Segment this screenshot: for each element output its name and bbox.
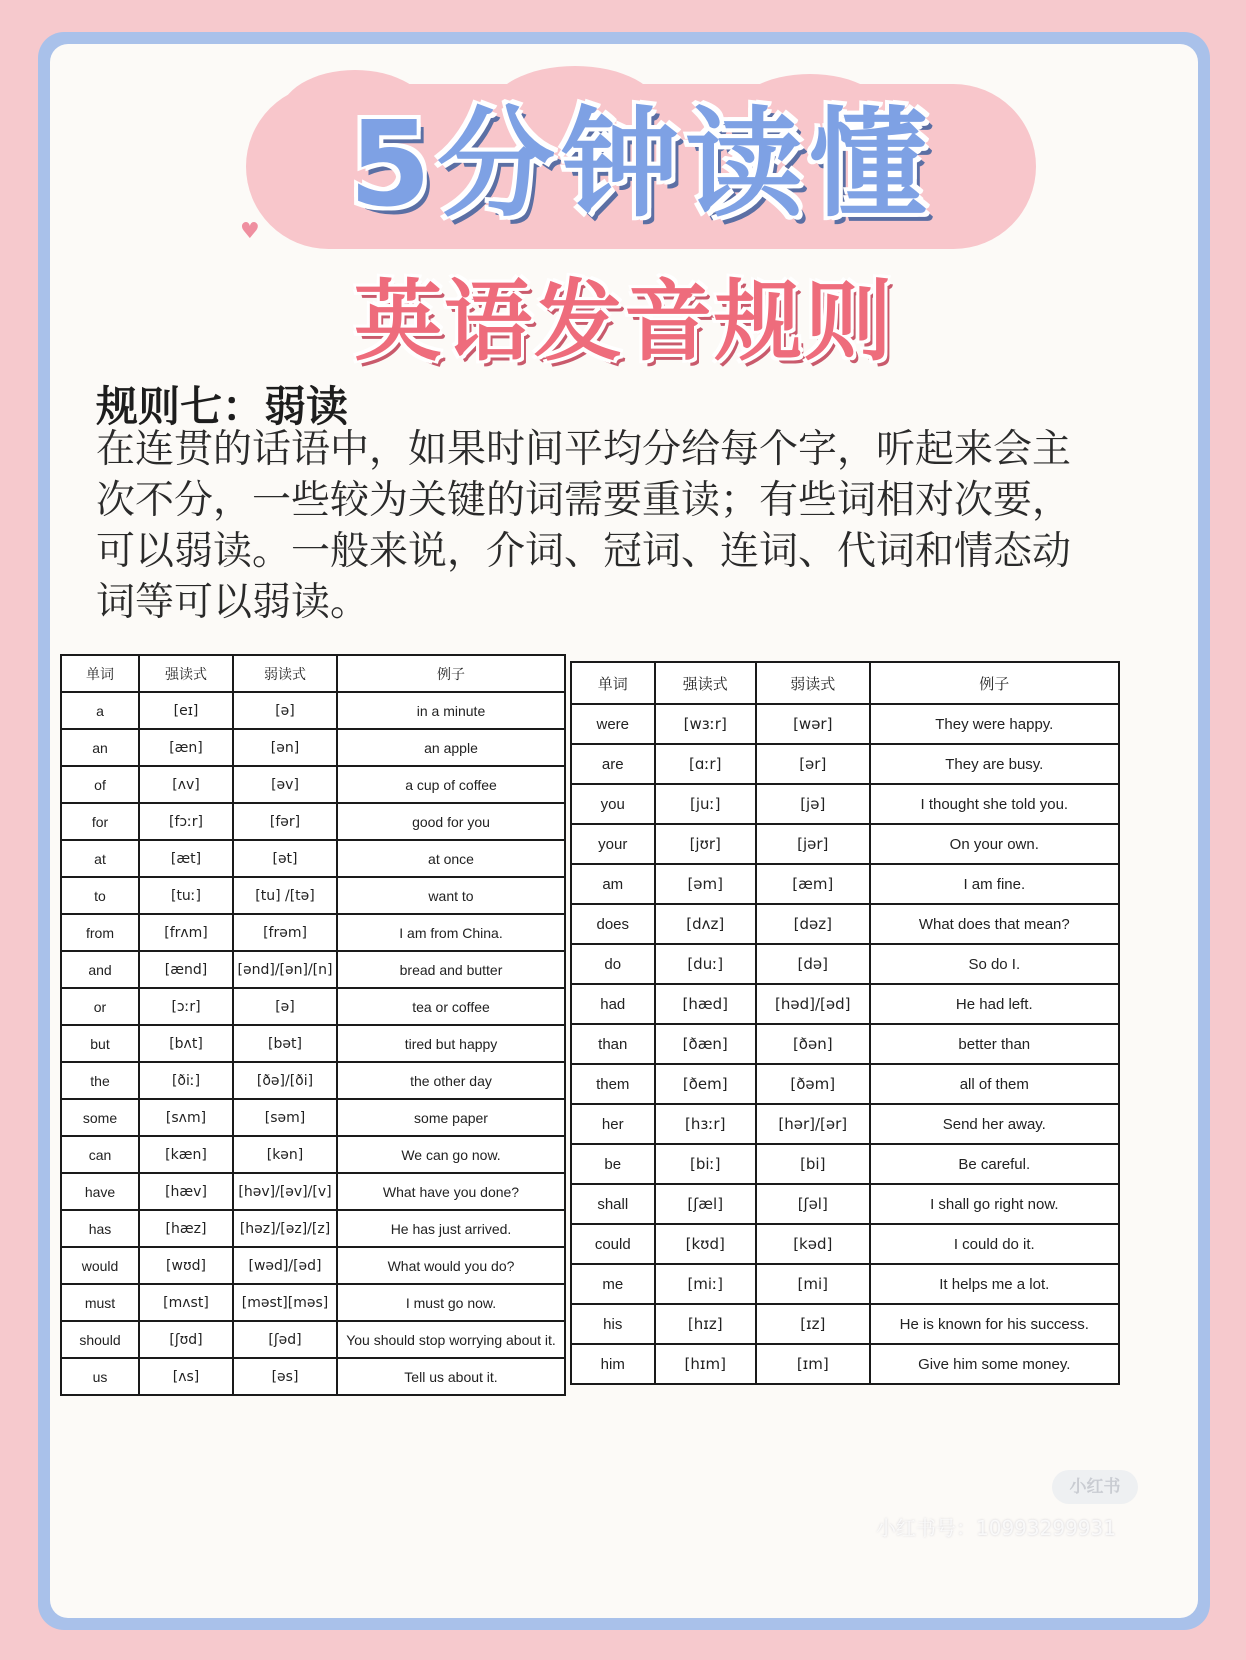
cell-word: or [61, 988, 139, 1025]
cell-strong-form: [bʌt] [139, 1025, 233, 1062]
cell-strong-form: [miː] [655, 1264, 756, 1304]
table-row [571, 784, 1119, 824]
column-header-weak: 弱读式 [756, 662, 870, 704]
cell-strong-form: [hæv] [139, 1173, 233, 1210]
cell-word: for [61, 803, 139, 840]
cell-word: had [571, 984, 655, 1024]
table-row [61, 1099, 565, 1136]
table-row [61, 729, 565, 766]
table-row [571, 1024, 1119, 1064]
watermark-text: 小红书号：10993299931 [876, 1516, 1116, 1540]
cell-word: am [571, 864, 655, 904]
table-header-row [61, 655, 565, 692]
cell-strong-form: [ʃæl] [655, 1184, 756, 1224]
cell-word: us [61, 1358, 139, 1395]
column-header-strong: 强读式 [655, 662, 756, 704]
column-header-weak: 弱读式 [233, 655, 337, 692]
cell-strong-form: [ðem] [655, 1064, 756, 1104]
cell-weak-form: [ɪz] [756, 1304, 870, 1344]
cell-strong-form: [hæd] [655, 984, 756, 1024]
cell-word: shall [571, 1184, 655, 1224]
rule-title: 规则七：弱读 [96, 382, 349, 431]
cell-word: of [61, 766, 139, 803]
cell-weak-form: [hər]/[ər] [756, 1104, 870, 1144]
table-row [61, 803, 565, 840]
cell-word: must [61, 1284, 139, 1321]
cell-example: He is known for his success. [870, 1304, 1119, 1344]
table-row [61, 914, 565, 951]
page-frame [38, 32, 1210, 1630]
table-row [571, 1304, 1119, 1344]
cell-strong-form: [kæn] [139, 1136, 233, 1173]
table-row [61, 766, 565, 803]
cell-strong-form: [wɜːr] [655, 704, 756, 744]
cell-weak-form: [jər] [756, 824, 870, 864]
cell-weak-form: [əv] [233, 766, 337, 803]
cell-example: I must go now. [337, 1284, 565, 1321]
cell-weak-form: [ðə]/[ði] [233, 1062, 337, 1099]
table-row [61, 988, 565, 1025]
cell-word: can [61, 1136, 139, 1173]
weak-form-table-left [60, 654, 566, 1396]
cell-weak-form: [səm] [233, 1099, 337, 1136]
column-header-word: 单词 [571, 662, 655, 704]
cell-word: your [571, 824, 655, 864]
table-header-row [571, 662, 1119, 704]
table-row [61, 1247, 565, 1284]
cell-example: He has just arrived. [337, 1210, 565, 1247]
cell-weak-form: [ʃəl] [756, 1184, 870, 1224]
cell-weak-form: [kəd] [756, 1224, 870, 1264]
cell-strong-form: [hɪz] [655, 1304, 756, 1344]
table-row [571, 1144, 1119, 1184]
table-row [61, 951, 565, 988]
cell-example: good for you [337, 803, 565, 840]
table-row [571, 984, 1119, 1024]
column-header-word: 单词 [61, 655, 139, 692]
cell-example: in a minute [337, 692, 565, 729]
cell-word: have [61, 1173, 139, 1210]
cell-weak-form: [bi] [756, 1144, 870, 1184]
cell-weak-form: [ɪm] [756, 1344, 870, 1384]
cell-example: They were happy. [870, 704, 1119, 744]
cell-word: him [571, 1344, 655, 1384]
cell-weak-form: [bət] [233, 1025, 337, 1062]
cell-weak-form: [kən] [233, 1136, 337, 1173]
cell-strong-form: [ʃʊd] [139, 1321, 233, 1358]
table-row [571, 1184, 1119, 1224]
cell-weak-form: [tu] /[tə] [233, 877, 337, 914]
cell-example: Tell us about it. [337, 1358, 565, 1395]
page-title: 5分钟读懂 [348, 95, 934, 233]
watermark-logo: 小红书 [1052, 1470, 1138, 1504]
cell-weak-form: [fər] [233, 803, 337, 840]
cell-weak-form: [ʃəd] [233, 1321, 337, 1358]
cell-example: tired but happy [337, 1025, 565, 1062]
cell-example: an apple [337, 729, 565, 766]
table-row [61, 1284, 565, 1321]
cell-example: You should stop worrying about it. [337, 1321, 565, 1358]
rule-description: 在连贯的话语中，如果时间平均分给每个字，听起来会主次不分，一些较为关键的词需要重读；有些词相对次要，可以弱读。一般来说，介词、冠词、连词、代词和情态动词等可以弱读。 [96, 427, 1072, 625]
cell-weak-form: [həv]/[əv]/[v] [233, 1173, 337, 1210]
cell-example: It helps me a lot. [870, 1264, 1119, 1304]
cell-example: What have you done? [337, 1173, 565, 1210]
cell-word: an [61, 729, 139, 766]
cell-strong-form: [jʊr] [655, 824, 756, 864]
table-row [61, 1025, 565, 1062]
table-row [571, 1104, 1119, 1144]
cell-word: to [61, 877, 139, 914]
cell-word: were [571, 704, 655, 744]
cell-strong-form: [wʊd] [139, 1247, 233, 1284]
cell-weak-form: [wəd]/[əd] [233, 1247, 337, 1284]
cell-weak-form: [ən] [233, 729, 337, 766]
cell-word: some [61, 1099, 139, 1136]
table-row [571, 944, 1119, 984]
cell-weak-form: [ə] [233, 692, 337, 729]
cell-weak-form: [æm] [756, 864, 870, 904]
cell-strong-form: [ɔːr] [139, 988, 233, 1025]
cell-strong-form: [æn] [139, 729, 233, 766]
cell-weak-form: [ə] [233, 988, 337, 1025]
cell-strong-form: [mʌst] [139, 1284, 233, 1321]
cell-weak-form: [frəm] [233, 914, 337, 951]
cell-word: them [571, 1064, 655, 1104]
cell-strong-form: [ɑːr] [655, 744, 756, 784]
cell-example: better than [870, 1024, 1119, 1064]
cell-word: be [571, 1144, 655, 1184]
cell-word: would [61, 1247, 139, 1284]
cell-strong-form: [hæz] [139, 1210, 233, 1247]
cell-strong-form: [fɔːr] [139, 803, 233, 840]
cell-word: the [61, 1062, 139, 1099]
page-subtitle: 英语发音规则 [353, 270, 894, 373]
cell-word: his [571, 1304, 655, 1344]
cell-weak-form: [ər] [756, 744, 870, 784]
table-row [571, 904, 1119, 944]
table-row [61, 1210, 565, 1247]
cell-strong-form: [ænd] [139, 951, 233, 988]
cell-weak-form: [ət] [233, 840, 337, 877]
cell-weak-form: [məst][məs] [233, 1284, 337, 1321]
cell-example: Give him some money. [870, 1344, 1119, 1384]
cell-weak-form: [jə] [756, 784, 870, 824]
cell-word: are [571, 744, 655, 784]
cell-strong-form: [əm] [655, 864, 756, 904]
cell-strong-form: [hɪm] [655, 1344, 756, 1384]
cell-word: but [61, 1025, 139, 1062]
cell-word: you [571, 784, 655, 824]
cell-word: than [571, 1024, 655, 1064]
table-row [61, 1062, 565, 1099]
weak-form-table-right [570, 661, 1120, 1385]
table-row [571, 864, 1119, 904]
cell-strong-form: [frʌm] [139, 914, 233, 951]
table-row [61, 1321, 565, 1358]
cell-example: some paper [337, 1099, 565, 1136]
cell-example: They are busy. [870, 744, 1119, 784]
cell-word: should [61, 1321, 139, 1358]
cell-example: He had left. [870, 984, 1119, 1024]
cell-weak-form: [dəz] [756, 904, 870, 944]
cell-strong-form: [eɪ] [139, 692, 233, 729]
cell-strong-form: [ðæn] [655, 1024, 756, 1064]
cell-weak-form: [əs] [233, 1358, 337, 1395]
cell-word: from [61, 914, 139, 951]
cell-weak-form: [ðəm] [756, 1064, 870, 1104]
cell-strong-form: [juː] [655, 784, 756, 824]
table-row [571, 1264, 1119, 1304]
cell-word: at [61, 840, 139, 877]
table-row [571, 704, 1119, 744]
cell-word: and [61, 951, 139, 988]
table-row [571, 1344, 1119, 1384]
cell-example: I thought she told you. [870, 784, 1119, 824]
cell-word: does [571, 904, 655, 944]
cell-strong-form: [ʌv] [139, 766, 233, 803]
cell-strong-form: [æt] [139, 840, 233, 877]
cell-strong-form: [kʊd] [655, 1224, 756, 1264]
table-row [571, 824, 1119, 864]
cell-strong-form: [hɜːr] [655, 1104, 756, 1144]
cell-example: I shall go right now. [870, 1184, 1119, 1224]
cell-example: Send her away. [870, 1104, 1119, 1144]
cell-example: a cup of coffee [337, 766, 565, 803]
cell-weak-form: [wər] [756, 704, 870, 744]
cell-strong-form: [duː] [655, 944, 756, 984]
cell-example: On your own. [870, 824, 1119, 864]
table-row [61, 1173, 565, 1210]
cell-example: So do I. [870, 944, 1119, 984]
cell-weak-form: [həd]/[əd] [756, 984, 870, 1024]
cell-weak-form: [də] [756, 944, 870, 984]
table-row [61, 840, 565, 877]
cell-word: has [61, 1210, 139, 1247]
content-card [50, 44, 1198, 1618]
cell-weak-form: [ənd]/[ən]/[n] [233, 951, 337, 988]
table-row [571, 744, 1119, 784]
cell-weak-form: [ðən] [756, 1024, 870, 1064]
cell-strong-form: [ʌs] [139, 1358, 233, 1395]
table-row [61, 1136, 565, 1173]
table-row [61, 692, 565, 729]
cell-word: a [61, 692, 139, 729]
cell-example: the other day [337, 1062, 565, 1099]
cell-example: We can go now. [337, 1136, 565, 1173]
table-row [571, 1224, 1119, 1264]
cell-word: me [571, 1264, 655, 1304]
cell-word: do [571, 944, 655, 984]
cell-example: bread and butter [337, 951, 565, 988]
cell-example: all of them [870, 1064, 1119, 1104]
cell-example: tea or coffee [337, 988, 565, 1025]
cell-weak-form: [mi] [756, 1264, 870, 1304]
cell-example: I am from China. [337, 914, 565, 951]
cell-example: Be careful. [870, 1144, 1119, 1184]
cell-strong-form: [biː] [655, 1144, 756, 1184]
cell-strong-form: [ðiː] [139, 1062, 233, 1099]
heart-icon: ♥ [240, 219, 260, 244]
cell-weak-form: [həz]/[əz]/[z] [233, 1210, 337, 1247]
cell-strong-form: [dʌz] [655, 904, 756, 944]
cell-example: I am fine. [870, 864, 1119, 904]
cell-word: her [571, 1104, 655, 1144]
cell-strong-form: [sʌm] [139, 1099, 233, 1136]
cell-example: What does that mean? [870, 904, 1119, 944]
column-header-example: 例子 [870, 662, 1119, 704]
cell-example: What would you do? [337, 1247, 565, 1284]
table-row [61, 1358, 565, 1395]
cell-example: at once [337, 840, 565, 877]
table-row [61, 877, 565, 914]
column-header-strong: 强读式 [139, 655, 233, 692]
column-header-example: 例子 [337, 655, 565, 692]
cell-word: could [571, 1224, 655, 1264]
cell-example: want to [337, 877, 565, 914]
cell-example: I could do it. [870, 1224, 1119, 1264]
cell-strong-form: [tuː] [139, 877, 233, 914]
table-row [571, 1064, 1119, 1104]
